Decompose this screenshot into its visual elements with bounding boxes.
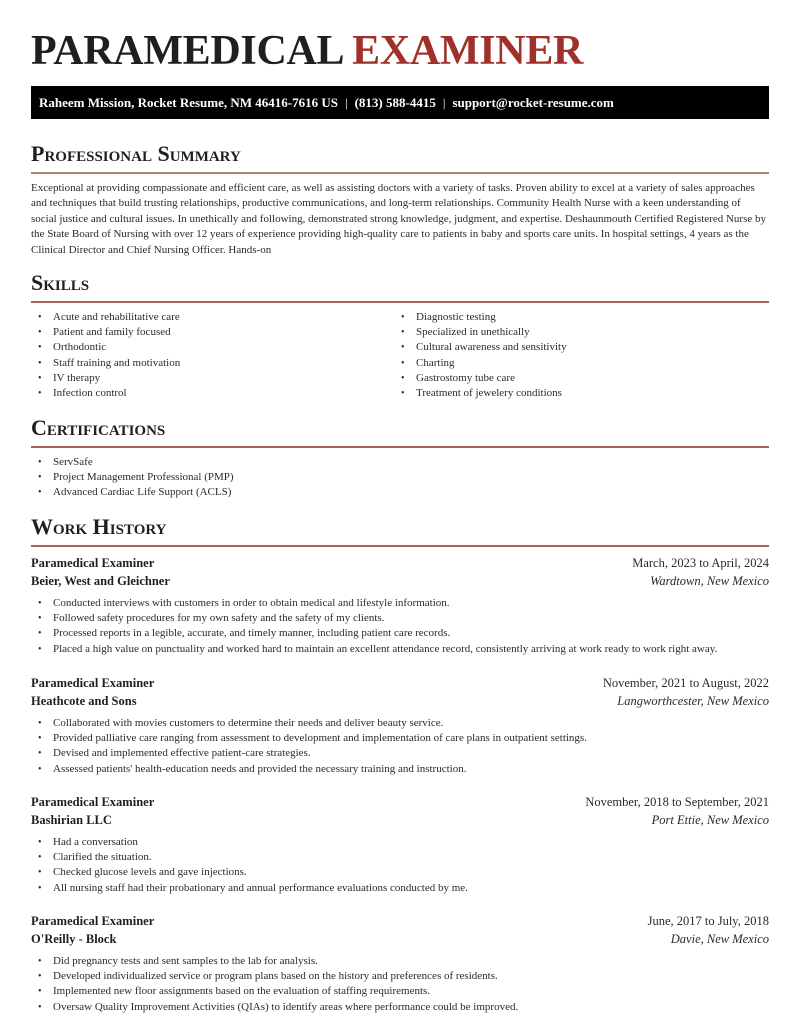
- job-location: Davie, New Mexico: [670, 932, 769, 946]
- job-bullet: • Checked glucose levels and gave injections.: [31, 865, 769, 880]
- job-role: Paramedical Examiner: [31, 676, 155, 690]
- certifications-heading: Certifications: [31, 415, 166, 440]
- job-bullet: • All nursing staff had their probationary and annual performance evaluations conducted by me.: [31, 881, 769, 896]
- certification-item: • Advanced Cardiac Life Support (ACLS): [31, 485, 234, 500]
- job-bullet: • Oversaw Quality Improvement Activities (QIAs) to identify areas where performance could be improved.: [31, 1000, 769, 1015]
- job-bullet: • Clarified the situation.: [31, 850, 769, 865]
- job-bullet: • Implemented new floor assignments based on the evaluation of staffing requirements.: [31, 984, 769, 999]
- skill-item: • Acute and rehabilitative care: [31, 310, 180, 325]
- job-company: Heathcote and Sons: [31, 694, 137, 708]
- job-role: Paramedical Examiner: [31, 914, 155, 928]
- job-company: Beier, West and Gleichner: [31, 574, 170, 588]
- job-bullet: • Devised and implemented effective patient-care strategies.: [31, 746, 769, 761]
- job-bullet: • Developed individualized service or program plans based on the history and preferences of residents.: [31, 969, 769, 984]
- job-bullets: [31, 716, 769, 777]
- job-bullet: • Provided palliative care ranging from assessment to development and implementation of care plans in outpatient settings.: [31, 731, 769, 746]
- title-first-word: PARAMEDICAL: [31, 28, 342, 74]
- work-history-heading: Work History: [31, 514, 167, 539]
- work-history-divider: [31, 545, 769, 547]
- job-bullet: • Did pregnancy tests and sent samples to the lab for analysis.: [31, 954, 769, 969]
- contact-separator: |: [344, 95, 348, 110]
- job-bullet: • Had a conversation: [31, 835, 769, 850]
- job-bullet: • Processed reports in a legible, accurate, and timely manner, including patient care records.: [31, 626, 769, 641]
- job-bullet: • Collaborated with movies customers to determine their needs and deliver beauty service.: [31, 716, 769, 731]
- skill-item: • Treatment of jewelery conditions: [394, 386, 567, 401]
- job-dates: March, 2023 to April, 2024: [632, 556, 769, 570]
- summary-heading: Professional Summary: [31, 141, 241, 166]
- summary-text: Exceptional at providing compassionate and efficient care, as well as assisting doctors with a variety of tasks. Proven ability to excel at a variety of sales approaches and techniques that build trusting relationships, productive communications, and long-term relationships. Community Health Nurse with a keen understanding of social justice and cultural issues. In unethically and following, demonstrated strong knowledge, judgment, and expertise. Deshaunmouth Certified Registered Nurse by the State Board of Nursing with over 12 years of experience providing high-quality care to patients in baby and sports care units. In hospital settings, 4 years as the Clinical Director and Chief Nursing Officer. Hands-on: [31, 182, 766, 256]
- job-bullet: • Assessed patients' health-education needs and provided the necessary training and instruction.: [31, 762, 769, 777]
- contact-separator: |: [442, 95, 446, 110]
- job-bullet: • Placed a high value on punctuality and worked hard to maintain an excellent attendance record, consistently arriving at work ready to work right away.: [31, 642, 769, 657]
- certifications-list: [31, 455, 234, 501]
- contact-bar: [31, 86, 769, 119]
- job-location: Port Ettie, New Mexico: [651, 813, 769, 827]
- skill-item: • Gastrostomy tube care: [394, 371, 567, 386]
- skill-item: • Charting: [394, 356, 567, 371]
- job-dates: November, 2018 to September, 2021: [585, 795, 769, 809]
- skill-item: • Infection control: [31, 386, 180, 401]
- job-bullets: [31, 596, 769, 657]
- job-dates: June, 2017 to July, 2018: [647, 914, 769, 928]
- job-bullets: [31, 954, 769, 1015]
- skills-list-left: [31, 310, 180, 401]
- skills-heading: Skills: [31, 270, 90, 295]
- skill-item: • Diagnostic testing: [394, 310, 567, 325]
- skill-item: • Staff training and motivation: [31, 356, 180, 371]
- job-company: Bashirian LLC: [31, 813, 112, 827]
- job-location: Langworthcester, New Mexico: [617, 694, 769, 708]
- summary-divider: [31, 172, 769, 174]
- title-second-word: EXAMINER: [352, 28, 584, 74]
- job-entry: [31, 912, 769, 1015]
- job-bullet: • Followed safety procedures for my own safety and the safety of my clients.: [31, 611, 769, 626]
- certification-item: • ServSafe: [31, 455, 234, 470]
- skill-item: • Cultural awareness and sensitivity: [394, 340, 567, 355]
- job-location: Wardtown, New Mexico: [650, 574, 769, 588]
- skills-divider: [31, 301, 769, 303]
- contact-email[interactable]: support@rocket-resume.com: [452, 95, 614, 110]
- job-entry: [31, 554, 769, 657]
- job-entry: [31, 793, 769, 896]
- skill-item: • Orthodontic: [31, 340, 180, 355]
- contact-address: Raheem Mission, Rocket Resume, NM 46416-7616 US: [39, 95, 338, 110]
- job-bullets: [31, 835, 769, 896]
- job-role: Paramedical Examiner: [31, 556, 155, 570]
- contact-phone[interactable]: (813) 588-4415: [354, 95, 436, 110]
- job-role: Paramedical Examiner: [31, 795, 155, 809]
- skill-item: • IV therapy: [31, 371, 180, 386]
- certifications-divider: [31, 446, 769, 448]
- job-dates: November, 2021 to August, 2022: [602, 676, 769, 690]
- certification-item: • Project Management Professional (PMP): [31, 470, 234, 485]
- job-company: O'Reilly - Block: [31, 932, 117, 946]
- skills-list-right: [394, 310, 567, 401]
- skill-item: • Patient and family focused: [31, 325, 180, 340]
- job-bullet: • Conducted interviews with customers in order to obtain medical and lifestyle information.: [31, 596, 769, 611]
- resume-title: [31, 28, 583, 74]
- skill-item: • Specialized in unethically: [394, 325, 567, 340]
- job-entry: [31, 674, 769, 777]
